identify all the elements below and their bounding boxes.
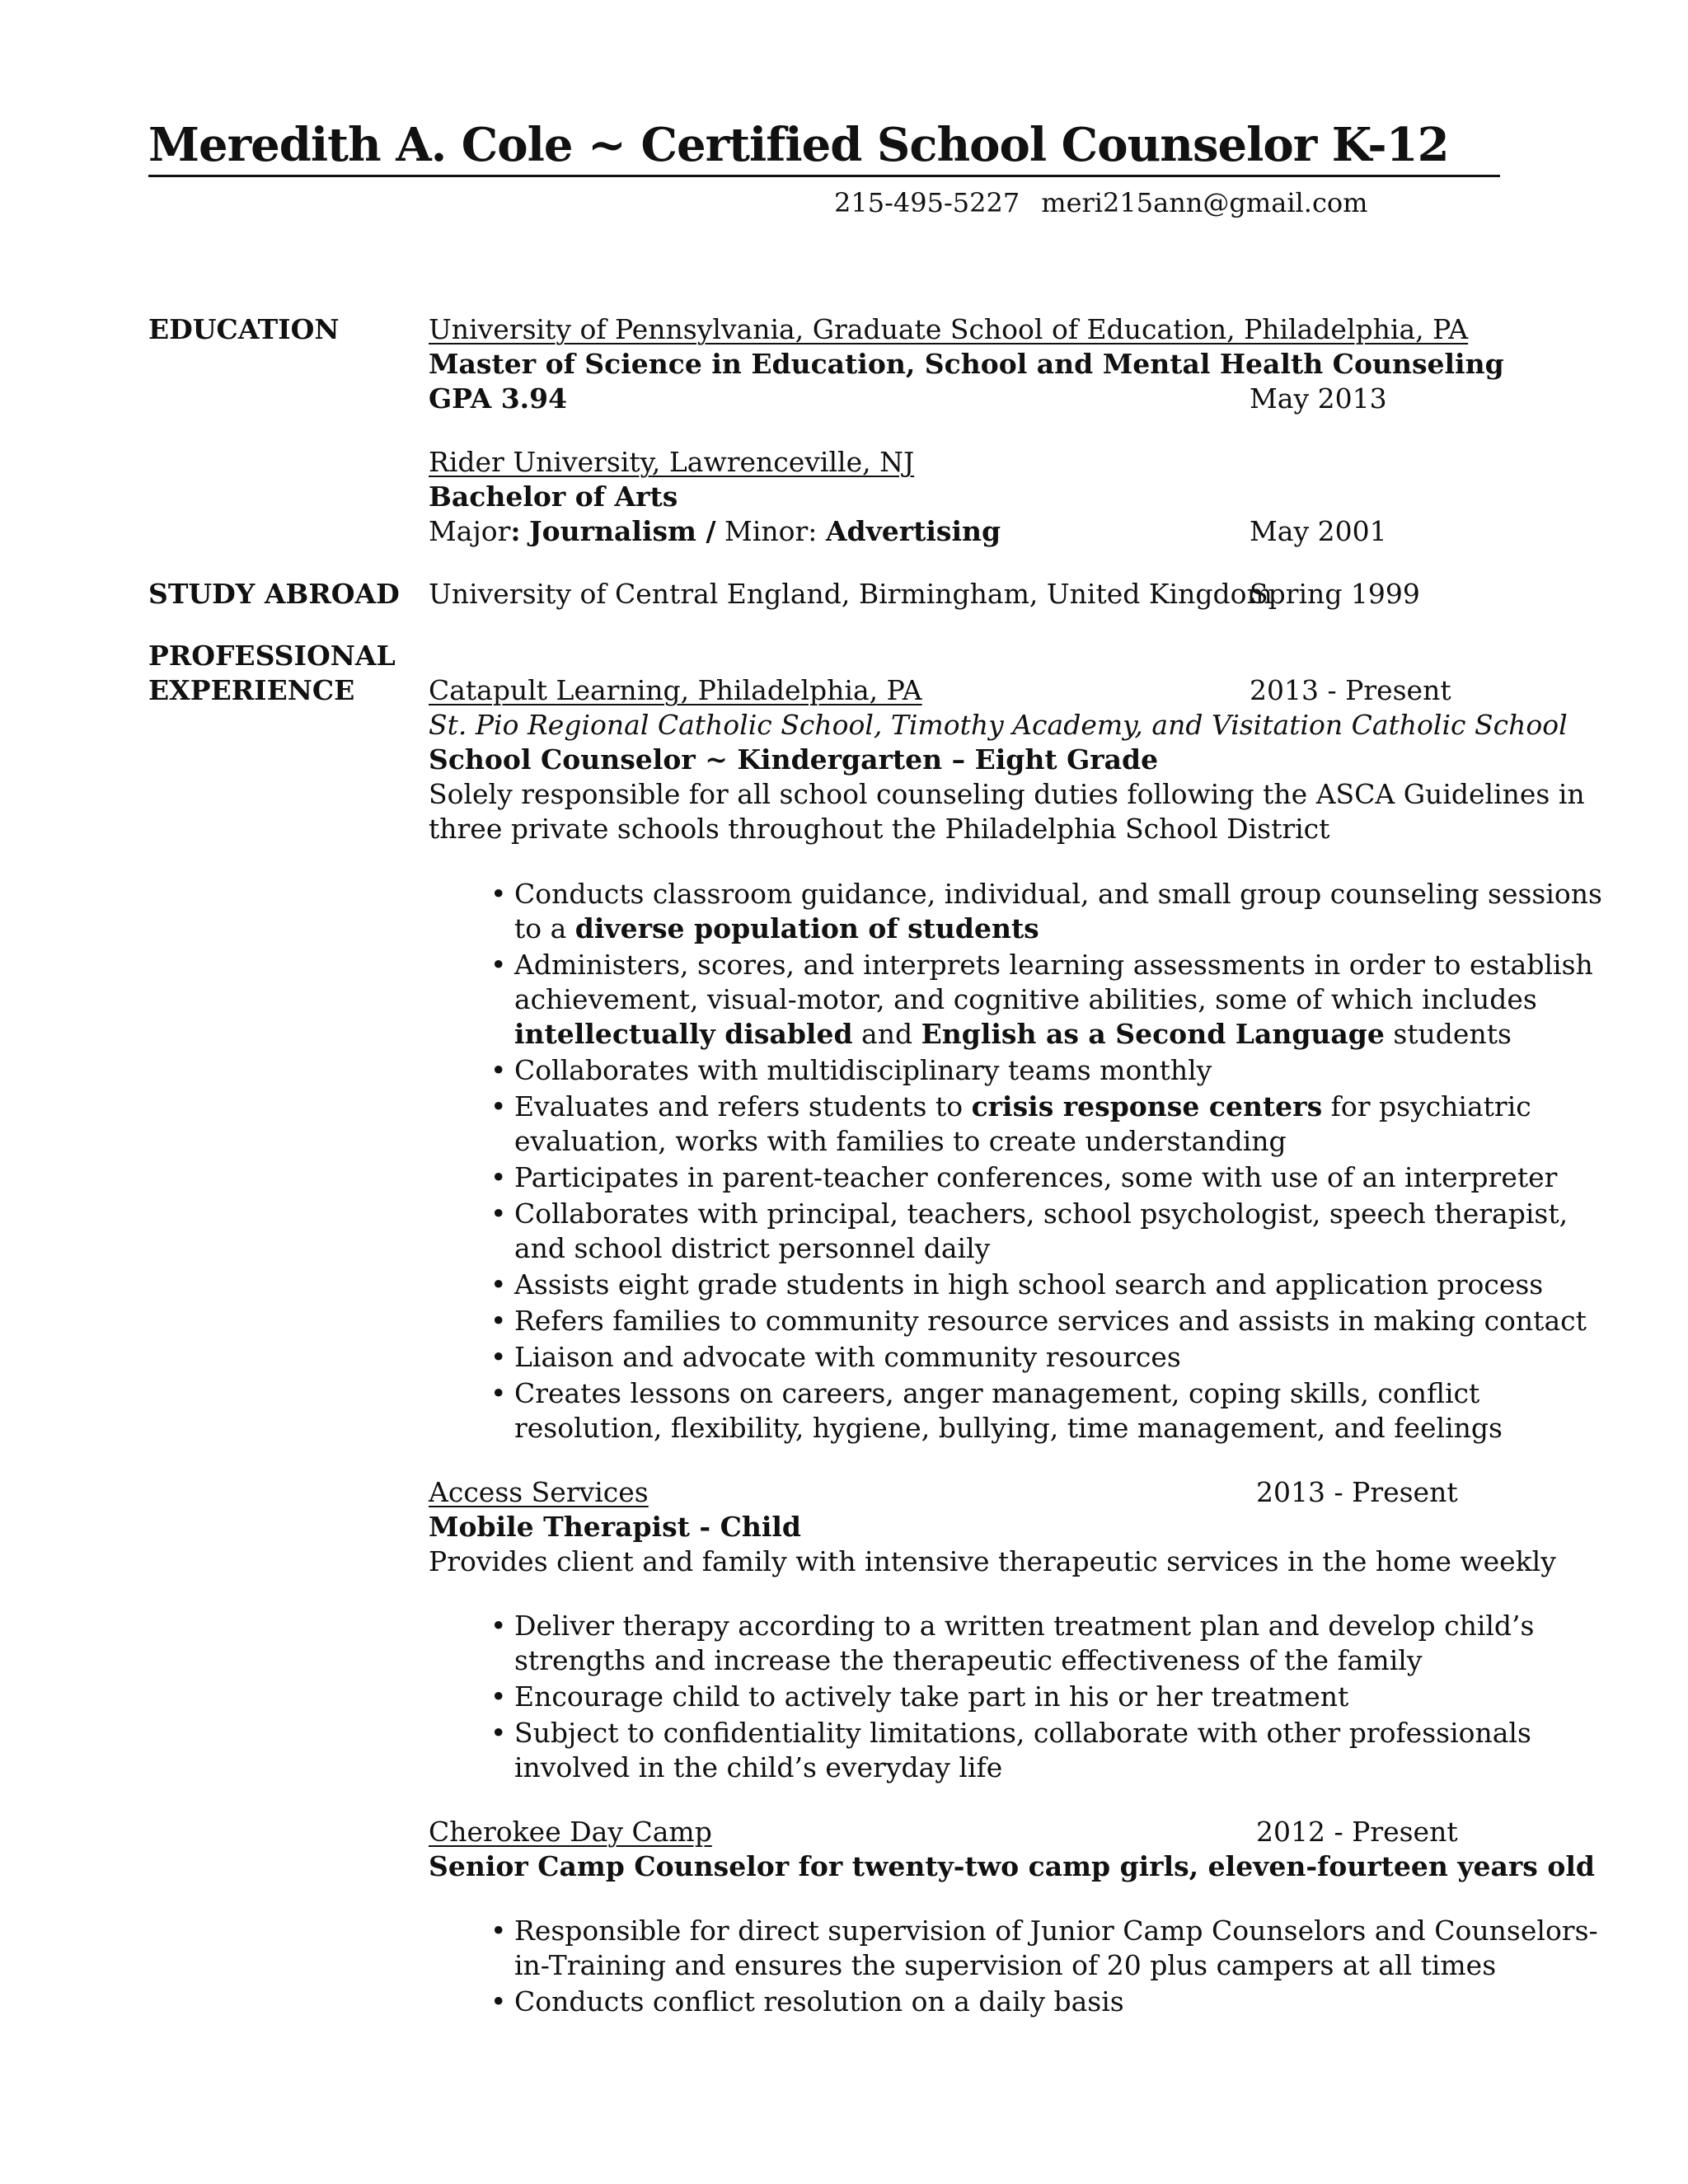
- catapult-bullet-2a: Administers, scores, and interprets learning assessments in order to establish: [514, 949, 1593, 981]
- catapult-bullet-2c: intellectually disabled and English as a Second Language students: [514, 1018, 1512, 1050]
- catapult-bullet-10b: resolution, flexibility, hygiene, bullying, time management, and feelings: [514, 1412, 1503, 1444]
- catapult-bullet-1a: Conducts classroom guidance, individual, and small group counseling sessions: [514, 878, 1602, 910]
- catapult-bullet-7: Assists eight grade students in high school search and application process: [514, 1268, 1544, 1301]
- bullet-icon: •: [490, 1197, 507, 1230]
- catapult-employer: Catapult Learning, Philadelphia, PA: [429, 674, 922, 706]
- bullet-icon: •: [490, 1268, 507, 1301]
- access-bullet-3b: involved in the child’s everyday life: [514, 1751, 1003, 1783]
- bullet-icon: •: [490, 949, 507, 981]
- study-abroad-school: University of Central England, Birmingham, United Kingdom: [429, 578, 1273, 610]
- catapult-bullet-6a: Collaborates with principal, teachers, school psychologist, speech therapist,: [514, 1197, 1568, 1230]
- email-address: meri215ann@gmail.com: [1041, 187, 1368, 218]
- access-bullet-2: Encourage child to actively take part in his or her treatment: [514, 1680, 1349, 1713]
- bullet-icon: •: [490, 1717, 507, 1749]
- catapult-bullet-6b: and school district personnel daily: [514, 1232, 991, 1264]
- catapult-date: 2013 - Present: [1250, 674, 1451, 706]
- penn-school: University of Pennsylvania, Graduate School of Education, Philadelphia, PA: [429, 313, 1469, 345]
- penn-gpa: GPA 3.94: [429, 382, 568, 415]
- phone-number: 215-495-5227: [834, 187, 1020, 218]
- bullet-icon: •: [490, 1610, 507, 1642]
- access-employer: Access Services: [429, 1476, 649, 1508]
- cherokee-date: 2012 - Present: [1256, 1816, 1458, 1848]
- contact-info: [834, 187, 1367, 218]
- catapult-desc-line1: Solely responsible for all school counseling duties following the ASCA Guidelines in: [429, 778, 1585, 810]
- education-heading: EDUCATION: [148, 313, 340, 345]
- bullet-icon: •: [490, 1680, 507, 1713]
- catapult-bullet-9: Liaison and advocate with community resources: [514, 1341, 1181, 1373]
- rider-degree: Bachelor of Arts: [429, 480, 678, 513]
- experience-heading-line1: PROFESSIONAL: [148, 640, 396, 672]
- catapult-title: School Counselor ~ Kindergarten – Eight Grade: [429, 743, 1159, 776]
- cherokee-employer: Cherokee Day Camp: [429, 1816, 712, 1848]
- access-desc: Provides client and family with intensive therapeutic services in the home weekly: [429, 1545, 1556, 1577]
- catapult-bullet-8: Refers families to community resource services and assists in making contact: [514, 1305, 1587, 1337]
- bullet-icon: •: [490, 1341, 507, 1373]
- catapult-desc-line2: three private schools throughout the Philadelphia School District: [429, 813, 1330, 845]
- access-bullet-1a: Deliver therapy according to a written treatment plan and develop child’s: [514, 1610, 1535, 1642]
- bullet-icon: •: [490, 1305, 507, 1337]
- experience-heading-line2: EXPERIENCE: [148, 674, 355, 706]
- catapult-bullet-10a: Creates lessons on careers, anger management, coping skills, conflict: [514, 1377, 1480, 1409]
- penn-date: May 2013: [1250, 382, 1387, 415]
- bullet-icon: •: [490, 1915, 507, 1947]
- bullet-icon: •: [490, 1985, 507, 2018]
- resume-name-title: Meredith A. Cole ~ Certified School Counselor K-12: [148, 118, 1449, 172]
- catapult-bullet-1b: to a diverse population of students: [514, 912, 1039, 944]
- rider-major-minor: Major: Journalism / Minor: Advertising: [429, 515, 1001, 547]
- cherokee-bullet-1a: Responsible for direct supervision of Junior Camp Counselors and Counselors-: [514, 1915, 1598, 1947]
- rider-date: May 2001: [1250, 515, 1387, 547]
- penn-degree: Master of Science in Education, School and Mental Health Counseling: [429, 348, 1504, 380]
- study-abroad-date: Spring 1999: [1250, 578, 1420, 610]
- bullet-icon: •: [490, 1161, 507, 1193]
- study-abroad-heading: STUDY ABROAD: [148, 578, 400, 610]
- access-date: 2013 - Present: [1256, 1476, 1458, 1508]
- catapult-schools: St. Pio Regional Catholic School, Timothy Academy, and Visitation Catholic School: [429, 709, 1568, 741]
- bullet-icon: •: [490, 878, 507, 910]
- cherokee-bullet-2: Conducts conflict resolution on a daily basis: [514, 1985, 1124, 2018]
- catapult-bullet-3: Collaborates with multidisciplinary teams monthly: [514, 1054, 1212, 1086]
- catapult-bullet-4b: evaluation, works with families to create understanding: [514, 1125, 1287, 1157]
- bullet-icon: •: [490, 1377, 507, 1409]
- rider-school: Rider University, Lawrenceville, NJ: [429, 446, 915, 478]
- cherokee-title: Senior Camp Counselor for twenty-two camp girls, eleven-fourteen years old: [429, 1850, 1595, 1882]
- bullet-icon: •: [490, 1054, 507, 1086]
- access-bullet-3a: Subject to confidentiality limitations, collaborate with other professionals: [514, 1717, 1531, 1749]
- access-title: Mobile Therapist - Child: [429, 1511, 801, 1543]
- header-divider: [148, 175, 1500, 177]
- bullet-icon: •: [490, 1090, 507, 1122]
- access-bullet-1b: strengths and increase the therapeutic effectiveness of the family: [514, 1644, 1423, 1676]
- cherokee-bullet-1b: in-Training and ensures the supervision of 20 plus campers at all times: [514, 1949, 1497, 1981]
- catapult-bullet-2b: achievement, visual-motor, and cognitive abilities, some of which includes: [514, 983, 1537, 1015]
- catapult-bullet-4a: Evaluates and refers students to crisis response centers for psychiatric: [514, 1090, 1531, 1122]
- catapult-bullet-5: Participates in parent-teacher conferences, some with use of an interpreter: [514, 1161, 1558, 1193]
